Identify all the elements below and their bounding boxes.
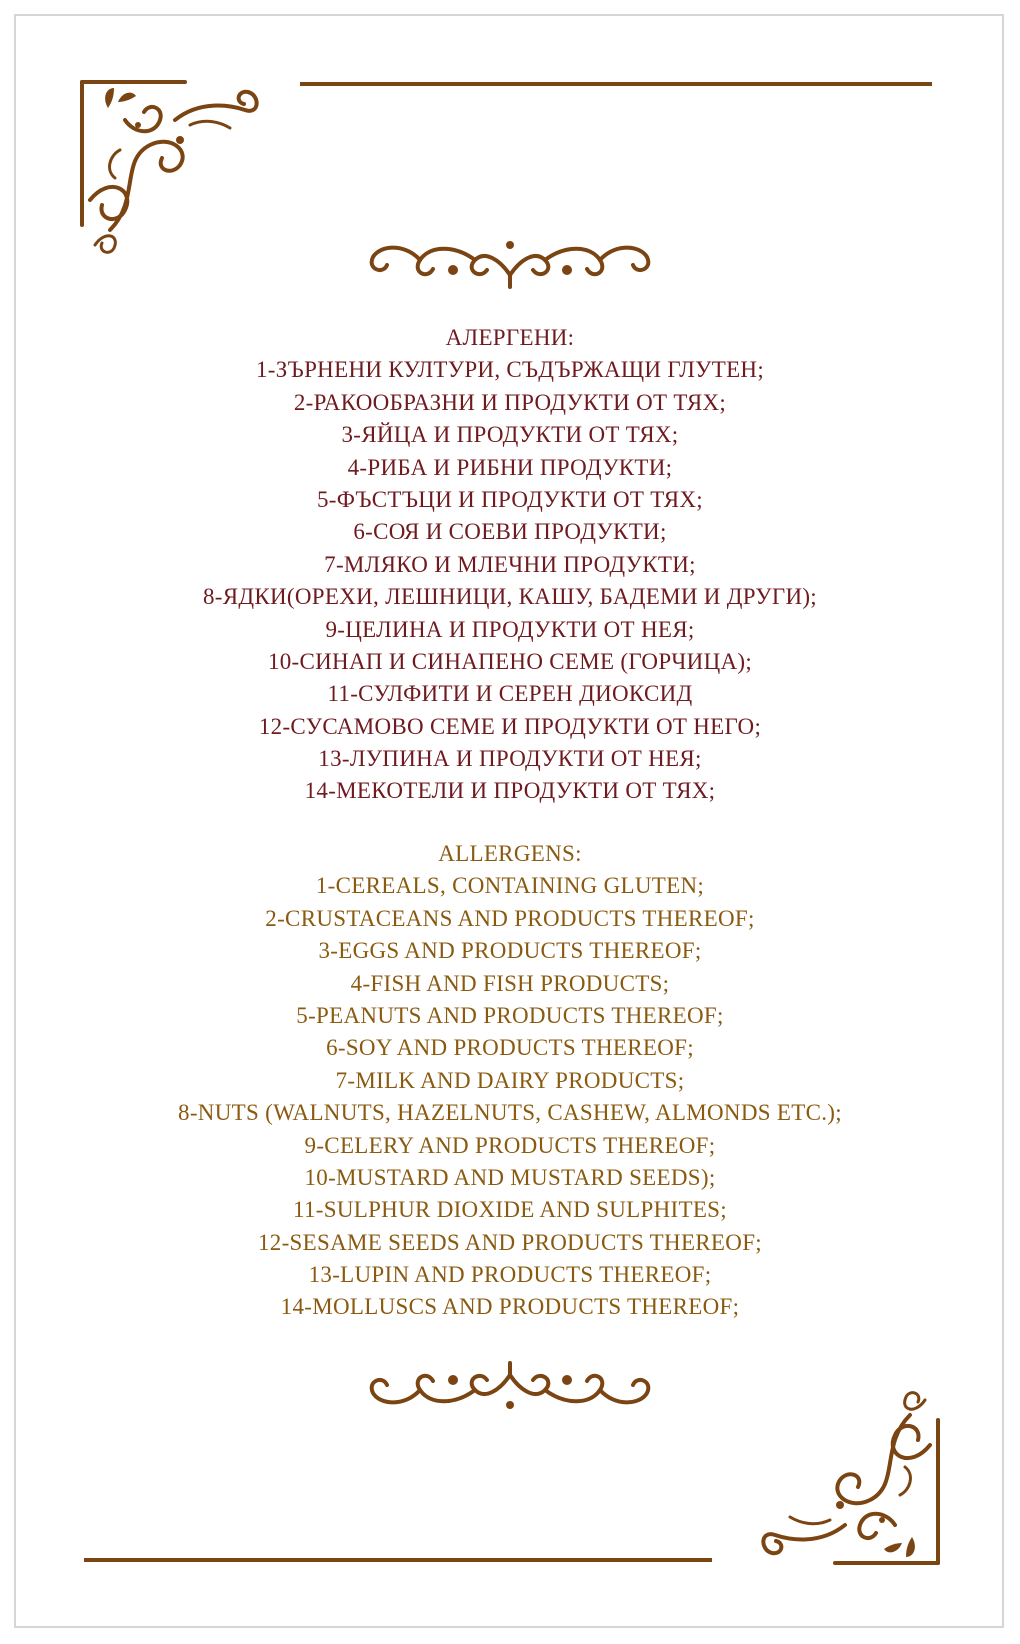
flourish-corner-icon: [740, 1375, 940, 1565]
list-item: 10-СИНАП И СИНАПЕНО СЕМЕ (ГОРЧИЦА);: [267, 648, 753, 674]
list-item: 14-MOLLUSCS AND PRODUCTS THEREOF;: [280, 1294, 740, 1320]
list-item: 7-MILK AND DAIRY PRODUCTS;: [335, 1067, 685, 1093]
list-item: 2-CRUSTACEANS AND PRODUCTS THEREOF;: [265, 905, 755, 931]
bulgarian-heading: АЛЕРГЕНИ:: [445, 325, 575, 350]
bulgarian-allergen-list: [40, 322, 980, 808]
list-item: 8-ЯДКИ(ОРЕХИ, ЛЕШНИЦИ, КАШУ, БАДЕМИ И ДРУГИ);: [202, 584, 817, 610]
list-item: 11-SULPHUR DIOXIDE AND SULPHITES;: [293, 1197, 727, 1223]
list-item: 11-СУЛФИТИ И СЕРЕН ДИОКСИД: [327, 681, 693, 707]
list-item: 4-РИБА И РИБНИ ПРОДУКТИ;: [347, 454, 673, 480]
list-item: 12-SESAME SEEDS AND PRODUCTS THEREOF;: [258, 1229, 762, 1255]
bottom-border-rule: [84, 1558, 712, 1562]
list-item: 1-ЗЪРНЕНИ КУЛТУРИ, СЪДЪРЖАЩИ ГЛУТЕН;: [255, 357, 765, 383]
list-item: 13-LUPIN AND PRODUCTS THEREOF;: [308, 1262, 712, 1288]
list-item: 1-CEREALS, CONTAINING GLUTEN;: [315, 873, 705, 899]
top-border-rule: [300, 82, 932, 86]
list-item: 13-ЛУПИНА И ПРОДУКТИ ОТ НЕЯ;: [318, 746, 702, 772]
english-allergen-list: [40, 838, 980, 1324]
list-item: 7-МЛЯКО И МЛЕЧНИ ПРОДУКТИ;: [324, 551, 696, 577]
list-item: 9-CELERY AND PRODUCTS THEREOF;: [304, 1132, 716, 1158]
english-heading: ALLERGENS:: [438, 841, 582, 866]
scroll-divider-icon: [365, 225, 655, 295]
list-item: 3-EGGS AND PRODUCTS THEREOF;: [318, 938, 702, 964]
list-item: 3-ЯЙЦА И ПРОДУКТИ ОТ ТЯХ;: [341, 422, 679, 448]
list-item: 8-NUTS (WALNUTS, HAZELNUTS, CASHEW, ALMONDS ETC.);: [178, 1100, 842, 1126]
list-item: 10-MUSTARD AND MUSTARD SEEDS);: [304, 1164, 716, 1190]
list-item: 9-ЦЕЛИНА И ПРОДУКТИ ОТ НЕЯ;: [325, 616, 695, 642]
list-item: 6-СОЯ И СОЕВИ ПРОДУКТИ;: [353, 519, 667, 545]
list-item: 4-FISH AND FISH PRODUCTS;: [350, 970, 670, 996]
list-item: 2-РАКООБРАЗНИ И ПРОДУКТИ ОТ ТЯХ;: [293, 389, 727, 415]
list-item: 6-SOY AND PRODUCTS THEREOF;: [326, 1035, 694, 1061]
list-item: 14-МЕКОТЕЛИ И ПРОДУКТИ ОТ ТЯХ;: [304, 778, 716, 804]
list-item: 5-PEANUTS AND PRODUCTS THEREOF;: [296, 1002, 724, 1028]
flourish-corner-icon: [80, 80, 280, 270]
list-item: 12-СУСАМОВО СЕМЕ И ПРОДУКТИ ОТ НЕГО;: [258, 713, 762, 739]
scroll-divider-icon: [365, 1355, 655, 1425]
list-item: 5-ФЪСТЪЦИ И ПРОДУКТИ ОТ ТЯХ;: [316, 486, 703, 512]
